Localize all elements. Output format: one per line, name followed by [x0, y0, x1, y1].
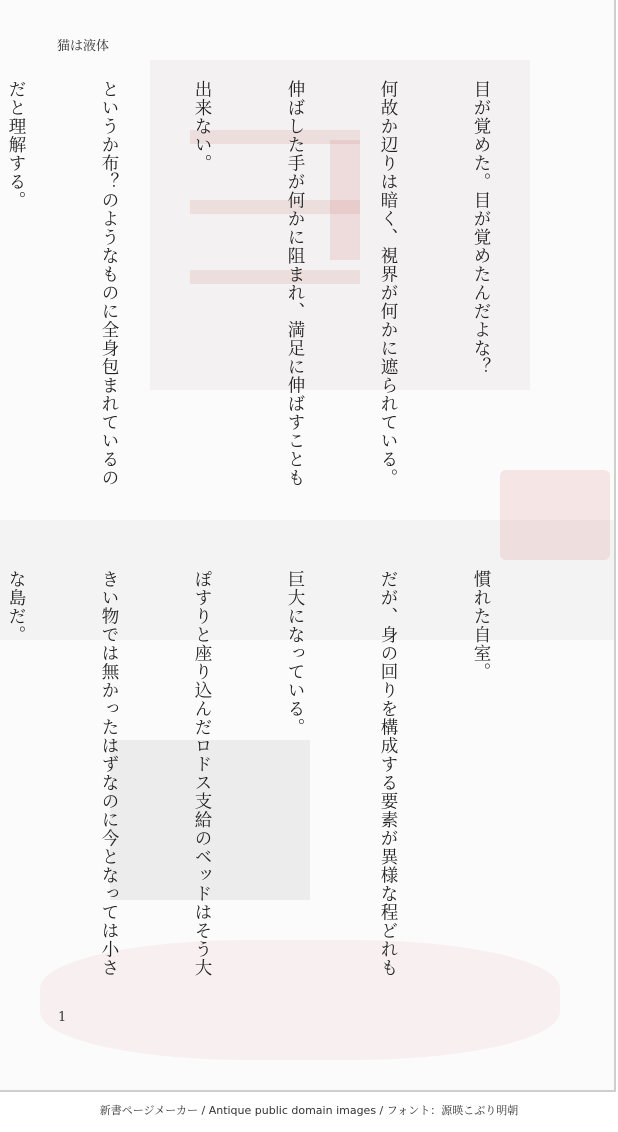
text-line: 慣れた自室。	[471, 570, 491, 681]
text-line: 出来ない。	[192, 80, 212, 173]
text-line: きい物では無かったはずなのに今となっては小さ	[99, 570, 119, 977]
text-line: 巨大になっている。	[285, 570, 305, 737]
lower-text-block	[0, 570, 558, 1000]
text-line: だと理解する。	[6, 80, 26, 210]
text-line: だが、身の回りを構成する要素が異様な程どれも	[378, 570, 398, 977]
text-line: ぽすりと座り込んだロドス支給のベッドはそう大	[192, 570, 212, 977]
page-title: 猫は液体	[57, 39, 110, 54]
text-line: 伸ばした手が何かに阻まれ、満足に伸ばすことも	[285, 80, 305, 487]
credit-line: 新書ページメーカー / Antique public domain images / フォント：源暎こぶり明朝	[99, 1104, 519, 1117]
text-line: というか布？のようなものに全身包まれているの	[99, 80, 119, 487]
page-number: 1	[58, 1010, 67, 1025]
upper-text-block	[0, 80, 558, 520]
text-line: 目が覚めた。目が覚めたんだよな？	[471, 80, 491, 376]
text-line: な島だ。	[6, 570, 26, 644]
text-line: 何故か辺りは暗く、視界が何かに遮られている。	[378, 80, 398, 487]
